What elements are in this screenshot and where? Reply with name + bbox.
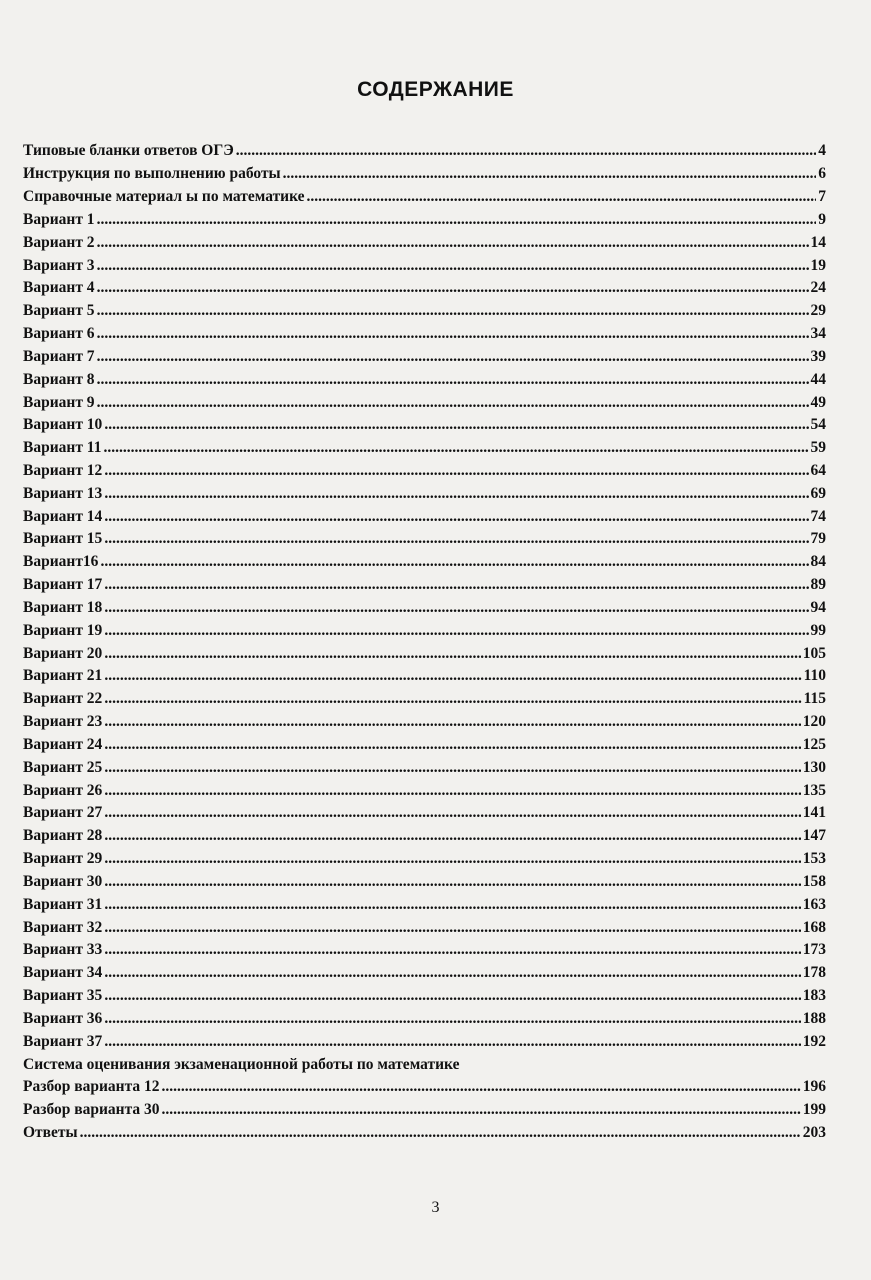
- toc-leader-dots: [104, 941, 800, 959]
- toc-leader-dots: [104, 827, 800, 845]
- toc-entry-page: 110: [803, 667, 826, 685]
- toc-entry: [23, 665, 826, 688]
- toc-entry: [23, 711, 826, 734]
- toc-leader-dots: [97, 394, 809, 412]
- toc-leader-dots: [104, 713, 800, 731]
- toc-leader-dots: [307, 188, 817, 206]
- toc-entry-page: 120: [802, 713, 826, 731]
- toc-entry-label: Вариант 14: [23, 507, 103, 525]
- toc-entry-page: 105: [802, 644, 826, 662]
- toc-entry: [23, 779, 826, 802]
- page-number: 3: [431, 1199, 440, 1216]
- toc-entry-page: 34: [810, 325, 826, 343]
- toc-entry: [23, 368, 826, 391]
- toc-entry-page: 44: [810, 370, 826, 388]
- toc-leader-dots: [104, 667, 801, 685]
- toc-entry: [23, 619, 826, 642]
- toc-leader-dots: [283, 165, 817, 183]
- toc-entry-page: 6: [818, 165, 826, 183]
- toc-entry: [23, 186, 826, 209]
- toc-entry-label: Вариант 33: [23, 941, 103, 959]
- toc-entry-page: 188: [802, 1009, 826, 1027]
- toc-entry-page: 4: [818, 142, 826, 160]
- toc-entry: [23, 414, 826, 437]
- toc-entry: [23, 734, 826, 757]
- toc-entry: [23, 460, 826, 483]
- toc-leader-dots: [104, 485, 808, 503]
- toc-entry-label: Вариант 24: [23, 735, 103, 753]
- toc-entry-page: 7: [818, 188, 826, 206]
- toc-leader-dots: [104, 508, 808, 526]
- toc-entry: [23, 300, 826, 323]
- toc-leader-dots: [104, 987, 800, 1005]
- toc-entry: [23, 505, 826, 528]
- toc-leader-dots: [103, 439, 808, 457]
- toc-entry: [23, 1053, 826, 1076]
- toc-entry-label: Вариант 12: [23, 462, 103, 479]
- toc-entry-page: 84: [810, 553, 826, 571]
- toc-entry: [23, 163, 826, 186]
- toc-entry-page: 14: [810, 233, 826, 251]
- toc-entry-label: Вариант 9: [23, 393, 95, 411]
- toc-entry-page: 74: [810, 507, 826, 525]
- toc-leader-dots: [104, 622, 808, 640]
- toc-leader-dots: [97, 325, 809, 343]
- toc-entry-page: 196: [802, 1078, 826, 1096]
- toc-entry: [23, 574, 826, 597]
- toc-entry-page: 135: [802, 781, 826, 799]
- toc-entry-label: Вариант 17: [23, 576, 103, 594]
- toc-entry-page: 178: [802, 964, 826, 982]
- toc-entry-page: 64: [810, 462, 826, 479]
- toc-entry-label: Вариант 21: [23, 667, 103, 685]
- toc-entry: [23, 871, 826, 894]
- toc-leader-dots: [97, 348, 809, 366]
- toc-leader-dots: [97, 279, 809, 297]
- toc-leader-dots: [236, 142, 817, 160]
- toc-entry-page: 94: [810, 598, 826, 616]
- toc-entry: [23, 1007, 826, 1030]
- toc-entry: [23, 1099, 826, 1122]
- toc-entry: [23, 962, 826, 985]
- toc-entry-label: Вариант 7: [23, 347, 95, 365]
- toc-entry-page: 59: [810, 439, 826, 457]
- toc-entry-page: 192: [802, 1032, 826, 1050]
- toc-entry-page: 115: [803, 690, 826, 708]
- toc-entry-page: 29: [810, 302, 826, 320]
- toc-entry: [23, 756, 826, 779]
- toc-entry: [23, 482, 826, 505]
- toc-leader-dots: [104, 736, 800, 754]
- toc-entry-page: 89: [810, 576, 826, 594]
- table-of-contents: [23, 140, 826, 1144]
- toc-entry: [23, 528, 826, 551]
- toc-entry-label: Вариант 22: [23, 690, 103, 708]
- toc-entry-label: Вариант 10: [23, 416, 103, 434]
- toc-entry-label: Вариант 36: [23, 1009, 103, 1027]
- toc-entry-label: Вариант 37: [23, 1032, 103, 1050]
- toc-entry-page: 9: [818, 210, 826, 228]
- toc-entry-label: Система оценивания экзаменационной работы по математике: [23, 1055, 460, 1073]
- toc-entry-page: 125: [802, 735, 826, 753]
- toc-leader-dots: [104, 782, 800, 800]
- toc-leader-dots: [97, 234, 809, 252]
- toc-leader-dots: [97, 371, 809, 389]
- toc-entry-label: Вариант 5: [23, 302, 95, 320]
- toc-entry: [23, 642, 826, 665]
- toc-entry-label: Вариант 3: [23, 256, 95, 274]
- toc-entry-page: 49: [810, 393, 826, 411]
- toc-entry-label: Вариант 26: [23, 781, 103, 799]
- toc-entry: [23, 848, 826, 871]
- toc-entry-label: Вариант 6: [23, 325, 95, 343]
- toc-entry: [23, 345, 826, 368]
- toc-entry-page: 79: [810, 530, 826, 548]
- toc-leader-dots: [104, 645, 800, 663]
- toc-entry: [23, 254, 826, 277]
- toc-entry: [23, 1076, 826, 1099]
- toc-leader-dots: [104, 599, 808, 617]
- toc-entry-page: 153: [802, 850, 826, 868]
- toc-entry: [23, 597, 826, 620]
- toc-leader-dots: [104, 690, 801, 708]
- toc-entry: [23, 1122, 826, 1145]
- toc-leader-dots: [104, 416, 808, 434]
- toc-entry-page: 183: [802, 987, 826, 1005]
- toc-entry: [23, 140, 826, 163]
- toc-entry-label: Вариант 25: [23, 758, 103, 776]
- toc-entry: [23, 231, 826, 254]
- toc-entry-page: 168: [802, 918, 826, 936]
- toc-entry-page: 141: [802, 804, 826, 822]
- toc-leader-dots: [104, 1033, 800, 1051]
- page-title: СОДЕРЖАНИЕ: [357, 78, 514, 101]
- toc-entry-page: 163: [802, 895, 826, 913]
- toc-leader-dots: [104, 804, 800, 822]
- toc-entry-page: 203: [802, 1124, 826, 1142]
- toc-leader-dots: [97, 257, 809, 275]
- toc-entry: [23, 802, 826, 825]
- toc-entry-label: Вариант 13: [23, 484, 103, 502]
- toc-entry: [23, 208, 826, 231]
- toc-entry-label: Вариант 1: [23, 210, 95, 228]
- toc-entry: [23, 688, 826, 711]
- toc-entry: [23, 323, 826, 346]
- toc-entry: [23, 939, 826, 962]
- toc-entry-label: Ответы: [23, 1124, 78, 1142]
- toc-entry-page: 39: [810, 347, 826, 365]
- toc-entry-label: Вариант 27: [23, 804, 103, 822]
- toc-leader-dots: [162, 1078, 801, 1096]
- toc-entry-label: Вариант 4: [23, 279, 95, 297]
- toc-entry-label: Вариант 31: [23, 895, 103, 913]
- toc-leader-dots: [104, 873, 800, 891]
- toc-entry: [23, 1030, 826, 1053]
- toc-leader-dots: [97, 302, 809, 320]
- toc-entry-page: 199: [802, 1101, 826, 1119]
- toc-entry-label: Вариант 32: [23, 918, 103, 936]
- toc-entry-page: 24: [810, 279, 826, 297]
- toc-leader-dots: [104, 919, 800, 937]
- toc-leader-dots: [104, 1010, 800, 1028]
- toc-entry: [23, 437, 826, 460]
- toc-leader-dots: [104, 530, 808, 548]
- toc-entry-label: Типовые бланки ответов ОГЭ: [23, 142, 234, 160]
- toc-entry: [23, 277, 826, 300]
- toc-entry-label: Вариант 28: [23, 827, 103, 845]
- toc-entry: [23, 916, 826, 939]
- toc-entry: [23, 985, 826, 1008]
- toc-entry-label: Вариант 29: [23, 850, 103, 868]
- toc-leader-dots: [100, 553, 808, 571]
- toc-entry-page: 147: [802, 827, 826, 845]
- toc-leader-dots: [97, 211, 817, 229]
- toc-entry-label: Вариант 2: [23, 233, 95, 251]
- toc-entry-label: Вариант 30: [23, 872, 103, 890]
- toc-entry-page: 19: [810, 256, 826, 274]
- toc-entry: [23, 893, 826, 916]
- toc-entry-label: Инструкция по выполнению работы: [23, 165, 281, 183]
- toc-leader-dots: [80, 1124, 801, 1142]
- toc-entry-label: Вариант16: [23, 553, 99, 571]
- toc-entry-label: Вариант 35: [23, 987, 103, 1005]
- toc-leader-dots: [104, 964, 800, 982]
- toc-entry-label: Вариант 8: [23, 370, 95, 388]
- toc-entry-label: Вариант 23: [23, 713, 103, 731]
- toc-entry-label: Разбор варианта 12: [23, 1078, 160, 1096]
- toc-entry: [23, 391, 826, 414]
- toc-leader-dots: [104, 850, 800, 868]
- toc-entry-label: Справочные материал ы по математике: [23, 188, 305, 206]
- toc-leader-dots: [104, 896, 800, 914]
- toc-entry-label: Разбор варианта 30: [23, 1101, 160, 1119]
- toc-entry-label: Вариант 18: [23, 598, 103, 616]
- toc-entry-page: 158: [802, 872, 826, 890]
- toc-entry-label: Вариант 34: [23, 964, 103, 982]
- toc-entry-page: 69: [810, 484, 826, 502]
- toc-leader-dots: [162, 1101, 801, 1119]
- toc-entry-page: 130: [802, 758, 826, 776]
- toc-entry-label: Вариант 15: [23, 530, 103, 548]
- toc-leader-dots: [104, 759, 800, 777]
- toc-entry-page: 99: [810, 621, 826, 639]
- toc-entry-label: Вариант 20: [23, 644, 103, 662]
- toc-entry-page: 54: [810, 416, 826, 434]
- toc-entry-page: 173: [802, 941, 826, 959]
- toc-leader-dots: [104, 462, 808, 480]
- toc-entry-label: Вариант 11: [23, 439, 102, 457]
- toc-entry-label: Вариант 19: [23, 621, 103, 639]
- toc-entry: [23, 551, 826, 574]
- toc-entry: [23, 825, 826, 848]
- toc-leader-dots: [104, 576, 808, 594]
